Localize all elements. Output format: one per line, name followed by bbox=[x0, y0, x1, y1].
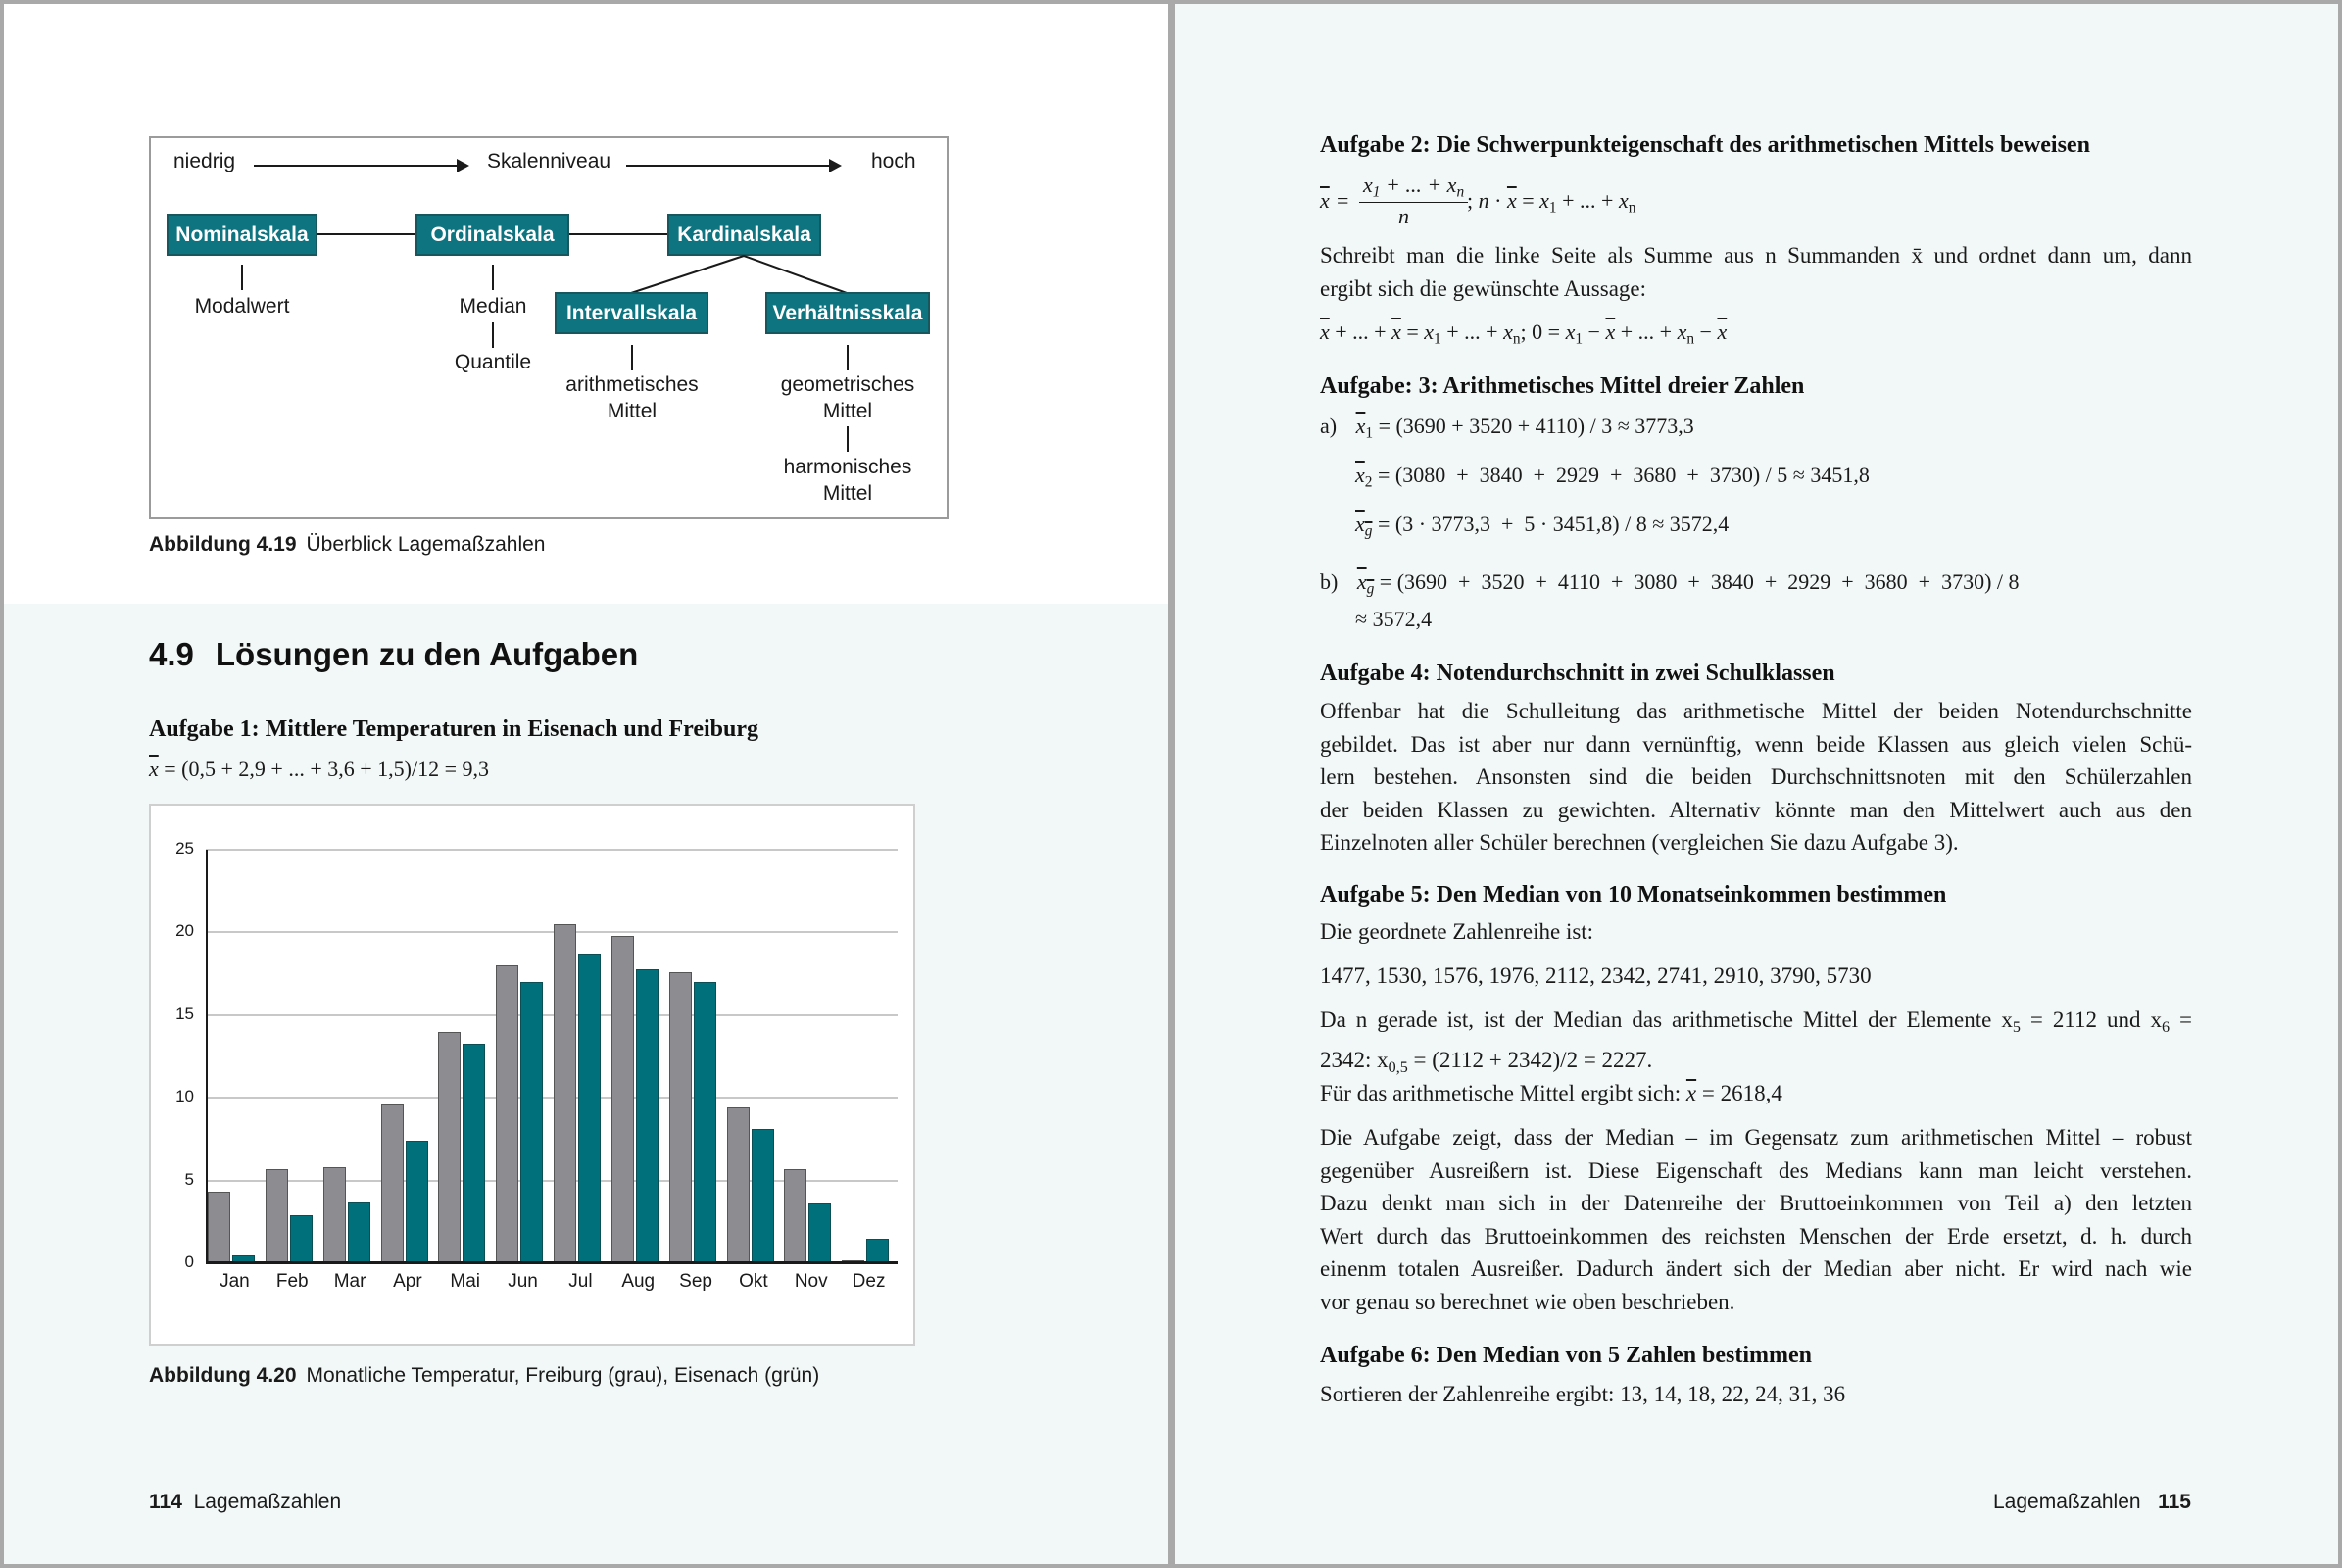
task-6-text: Sortieren der Zahlenreihe ergibt: 13, 14, 18, 22, 24, 31, 36 bbox=[1320, 1382, 1846, 1406]
x-tick-label: Feb bbox=[275, 1271, 309, 1292]
scale-axis-label: Skalenniveau bbox=[487, 150, 611, 172]
ratio-scale-box: Verhältnisskala bbox=[765, 292, 930, 334]
x-tick-label: Mai bbox=[450, 1271, 481, 1292]
scale-level-diagram bbox=[149, 136, 949, 519]
y-tick-label: 5 bbox=[184, 1169, 194, 1189]
bar-group-apr bbox=[379, 850, 437, 1263]
y-tick-label: 20 bbox=[175, 921, 194, 941]
bar-eisenach bbox=[578, 954, 601, 1263]
cardinal-scale-box: Kardinalskala bbox=[667, 214, 821, 256]
median-label: Median bbox=[459, 295, 527, 318]
bar-group-dez bbox=[840, 850, 898, 1263]
running-head: Lagemaßzahlen bbox=[1992, 1491, 2141, 1513]
bar-eisenach bbox=[290, 1215, 313, 1263]
x-tick-label: Okt bbox=[739, 1271, 768, 1292]
task-5-intro: Die geordnete Zahlenreihe ist: bbox=[1320, 919, 1594, 944]
task-2-result-formula: $\overline{x}$ + ... + $\overline{x} = x_1$ + ... + $x_n$; $0 = x_1 - \overline{x}$ + ... + $x_n - \overline{x}$ bbox=[1320, 319, 1728, 348]
bar-group-aug bbox=[610, 850, 667, 1263]
task-2-title: Aufgabe 2: Die Schwerpunkteigenschaft des arithmetischen Mittels beweisen bbox=[1320, 132, 2090, 158]
task-3a-line-2: $\overline{x}_2 = (3080 + 3840 + 2929 + 3680 + 3730) / 5 \approx 3451,8$ bbox=[1355, 463, 1870, 491]
bar-eisenach bbox=[406, 1141, 428, 1263]
bar-freiburg bbox=[496, 965, 518, 1263]
y-tick-label: 0 bbox=[184, 1252, 194, 1271]
scale-high-label: hoch bbox=[871, 150, 916, 172]
x-tick-label: Nov bbox=[794, 1271, 828, 1292]
bar-eisenach bbox=[463, 1044, 485, 1264]
page-gutter bbox=[1168, 0, 1175, 1568]
bar-group-okt bbox=[725, 850, 783, 1263]
bar-freiburg bbox=[611, 936, 634, 1263]
bar-freiburg bbox=[554, 924, 576, 1263]
bar-group-sep bbox=[667, 850, 725, 1263]
page-number: 115 bbox=[2158, 1491, 2191, 1513]
x-tick-label: Jan bbox=[220, 1271, 250, 1292]
interval-scale-box: Intervallskala bbox=[555, 292, 708, 334]
bar-freiburg bbox=[208, 1192, 230, 1263]
task-3b-line-1: b) $x_g = (3690 + 3520 + 4110 + 3080 + 3840 + 2929 + 3680 + 3730) / 8$ bbox=[1320, 569, 2020, 598]
bar-freiburg bbox=[727, 1107, 750, 1263]
bar-eisenach bbox=[694, 982, 716, 1263]
connector-line bbox=[492, 322, 494, 348]
task-5-title: Aufgabe 5: Den Median von 10 Monatseinkommen bestimmen bbox=[1320, 882, 1947, 907]
ordinal-scale-box: Ordinalskala bbox=[415, 214, 569, 256]
task-2-text: Schreibt man die linke Seite als Summe aus n Summanden x̄ und ordnet dann um, dann ergibt sich die gewünschte Aussage: bbox=[1320, 243, 2192, 301]
connector-line bbox=[492, 265, 494, 290]
bar-group-jun bbox=[494, 850, 552, 1263]
scale-low-label: niedrig bbox=[173, 150, 236, 172]
left-page bbox=[4, 4, 1168, 1564]
y-tick-label: 15 bbox=[175, 1004, 194, 1023]
geometric-mean-label: geometrisches Mittel bbox=[780, 373, 915, 422]
x-axis bbox=[206, 1261, 898, 1264]
connector-line bbox=[631, 345, 633, 370]
harmonic-mean-label: harmonisches Mittel bbox=[783, 456, 912, 505]
task-3a-line-3: $x_g = (3 \cdot 3773,3 + 5 \cdot 3451,8) / 8 \approx 3572,4$ bbox=[1355, 512, 1730, 540]
task-5-median-text: Da n gerade ist, ist der Median das arithmetische Mittel der Elemente $x_5 = 2112$ und $x_6$ = 2342: $x_{0,5} = (2112 + 2342)/2 = 2227$. bbox=[1320, 1007, 2192, 1077]
bar-eisenach bbox=[866, 1239, 889, 1263]
bar-freiburg bbox=[438, 1032, 461, 1263]
bar-freiburg bbox=[323, 1167, 346, 1263]
bar-freiburg bbox=[266, 1169, 288, 1263]
x-tick-label: Jul bbox=[568, 1271, 593, 1292]
y-tick-label: 25 bbox=[175, 839, 194, 858]
bar-eisenach bbox=[636, 969, 659, 1263]
connector-line bbox=[847, 426, 849, 452]
mode-label: Modalwert bbox=[194, 295, 290, 318]
running-head: Lagemaßzahlen bbox=[193, 1491, 342, 1513]
task-1-formula: $\overline{x} = (0,5 + 2,9$ + ... + 3,6 + 1,5)/12 = 9,3 bbox=[149, 757, 489, 781]
temperature-bar-chart bbox=[149, 804, 915, 1346]
page-number: 114 bbox=[149, 1491, 182, 1513]
right-page-footer bbox=[1993, 1491, 2191, 1514]
task-5-series: 1477, 1530, 1576, 1976, 2112, 2342, 2741, 2910, 3790, 5730 bbox=[1320, 963, 1872, 988]
task-3-title: Aufgabe: 3: Arithmetisches Mittel dreier Zahlen bbox=[1320, 373, 1805, 399]
task-1-title: Aufgabe 1: Mittlere Temperaturen in Eisenach und Freiburg bbox=[149, 716, 759, 742]
bar-freiburg bbox=[669, 972, 692, 1263]
figure-4-20-caption: Abbildung 4.20 Monatliche Temperatur, Freiburg (grau), Eisenach (grün) bbox=[149, 1364, 820, 1387]
left-page-footer bbox=[149, 1491, 341, 1514]
connector-line bbox=[241, 265, 243, 290]
bar-group-nov bbox=[782, 850, 840, 1263]
bar-eisenach bbox=[752, 1129, 774, 1263]
x-tick-label: Sep bbox=[679, 1271, 712, 1292]
task-3a-line-1: a) $\overline{x}_1 = (3690 + 3520 + 4110) / 3 \approx 3773,3$ bbox=[1320, 414, 1694, 442]
bar-group-feb bbox=[264, 850, 321, 1263]
bar-freiburg bbox=[784, 1169, 806, 1263]
chart-plot-area bbox=[175, 839, 898, 1292]
right-page: Aufgabe 2: Die Schwerpunkteigenschaft des arithmetischen Mittels beweisen $\overline{x}$ = $x_1$ + ... + $x_n$ n ; $n \cdot \overline{x} = x_1$ + ... + $x_n$ Schreibt man die linke Seite als Summe aus n Summanden x̄ und ordnet dann um, dann ergibt sich die gewünschte Aussage: $\overline{x}$ + ... + $\overline{x} = x_1$ + ... + $x_n$; $0 = x_1 - \overline{x}$ + ... + $x_n - \overline{x}$ Aufgabe: 3: Arithmetisches Mittel dreier Zahlen a) $\overline{x}_1 = (3690 + 3520 + 4110) / 3 \approx 3773,3$ $\overline{x}_2 = (3080 + 3840 + 2929 + 3680 + 3730) / 5 \approx 3451,8$ $x_g = (3 \cdot 3773,3 + 5 \cdot 3451,8) / 8 \approx 3572,4$ b) $x_g = (3690 + 3520 + 4110 + 3080 + 3840 + 2929 + 3680 + 3730) / 8$ ≈ 3572,4 Aufgabe 4: Notendurchschnitt in zwei Schulklassen Offenbar hat die Schulleitung das arithmetische Mittel der beiden Notendurchschnitte gebildet. Das ist aber nur dann vernünftig, wenn beide Klassen aus gleich vielen Schü- lern bestehen. Ansonsten sind die beiden Durchschnittsnoten mit den Schülerzahlen der beiden Klassen zu gewichten. Alternativ könnte man den Mittelwert auch aus den Einzelnoten aller Schüler berechnen (vergleichen Sie dazu Aufgabe 3). Aufgabe 5: Den Median von 10 Monatseinkommen bestimmen Die geordnete Zahlenreihe ist: 1477, 1530, 1576, 1976, 2112, 2342, 2741, 2910, 3790, 5730 Da n gerade ist, ist der Median das arithmetische Mittel der Elemente $x_5 = 2112$ und $x_6$ = 2342: $x_{0,5} = (2112 + 2342)/2 = 2227$. Für das arithmetische Mittel ergibt sich: $\overline{x} = 2618,4$ Die Aufgabe zeigt, dass der Median – im Gegensatz zum arithmetischen Mittel – robust gegenüber Ausreißern ist. Diese Eigenschaft des Medians kann man leicht verstehen. Dazu denkt man sich in der Datenreihe der Bruttoeinkommen von Teil a) den letzten Wert durch das Bruttoeinkommen des reichsten Menschen der Erde ersetzt, d. h. durch einenm totalen Ausreißer. Dadurch ändert sich der Median aber nicht. Er wird nach wie vor genau so berechnet wie oben beschrieben. Aufgabe 6: Den Median von 5 Zahlen bestimmen Sortieren der Zahlenreihe ergibt: 13, 14, 18, 22, 24, 31, 36 Lagemaßzahlen 115 bbox=[1175, 4, 2338, 1564]
nominal-scale-box: Nominalskala bbox=[167, 214, 317, 256]
task-3b-line-2: ≈ 3572,4 bbox=[1355, 607, 1433, 631]
x-tick-label: Mar bbox=[333, 1271, 366, 1292]
task-6-title: Aufgabe 6: Den Median von 5 Zahlen bestimmen bbox=[1320, 1343, 1813, 1368]
x-tick-label: Aug bbox=[621, 1271, 656, 1292]
bar-group-mai bbox=[436, 850, 494, 1263]
task-4-title: Aufgabe 4: Notendurchschnitt in zwei Schulklassen bbox=[1320, 661, 1835, 686]
quantile-label: Quantile bbox=[454, 351, 532, 373]
task-4-text: Offenbar hat die Schulleitung das arithmetische Mittel der beiden Notendurchschnitte gebildet. Das ist aber nur dann vernünftig, wenn beide Klassen aus gleich vielen Schü- lern bestehen. Ansonsten sind die beiden Durchschnittsnoten mit den Schülerzahlen der beiden Klassen zu gewichten. Alternativ könnte man den Mittelwert auch aus den Einzelnoten aller Schüler berechnen (vergleichen Sie dazu Aufgabe 3). bbox=[1320, 699, 2192, 855]
bar-eisenach bbox=[808, 1203, 831, 1263]
task-5-explanation: Die Aufgabe zeigt, dass der Median – im Gegensatz zum arithmetischen Mittel – robust gegenüber Ausreißern ist. Diese Eigenschaft des Medians kann man leicht verstehen. Dazu denkt man sich in der Datenreihe der Bruttoeinkommen von Teil a) den letzten Wert durch das Bruttoeinkommen des reichsten Menschen der Erde ersetzt, d. h. durch einenm totalen Ausreißer. Dadurch ändert sich der Median aber nicht. Er wird nach wie vor genau so berechnet wie oben beschrieben. bbox=[1320, 1125, 2192, 1314]
x-tick-label: Jun bbox=[508, 1271, 538, 1292]
section-heading: 4.9 Lösungen zu den Aufgaben bbox=[149, 636, 639, 672]
x-tick-label: Dez bbox=[852, 1271, 886, 1292]
connector-line bbox=[847, 345, 849, 370]
x-tick-label: Apr bbox=[393, 1271, 422, 1292]
arithmetic-mean-label: arithmetisches Mittel bbox=[565, 373, 699, 422]
bar-group-jan bbox=[206, 850, 264, 1263]
y-tick-label: 10 bbox=[175, 1087, 194, 1106]
bar-freiburg bbox=[381, 1104, 404, 1263]
bar-eisenach bbox=[520, 982, 543, 1263]
bar-group-mar bbox=[321, 850, 379, 1263]
bar-eisenach bbox=[348, 1202, 370, 1263]
figure-4-19-caption: Abbildung 4.19 Überblick Lagemaßzahlen bbox=[149, 533, 546, 556]
task-5-mean: Für das arithmetische Mittel ergibt sich: $\overline{x} = 2618,4$ bbox=[1320, 1081, 1782, 1105]
bar-group-jul bbox=[552, 850, 610, 1263]
